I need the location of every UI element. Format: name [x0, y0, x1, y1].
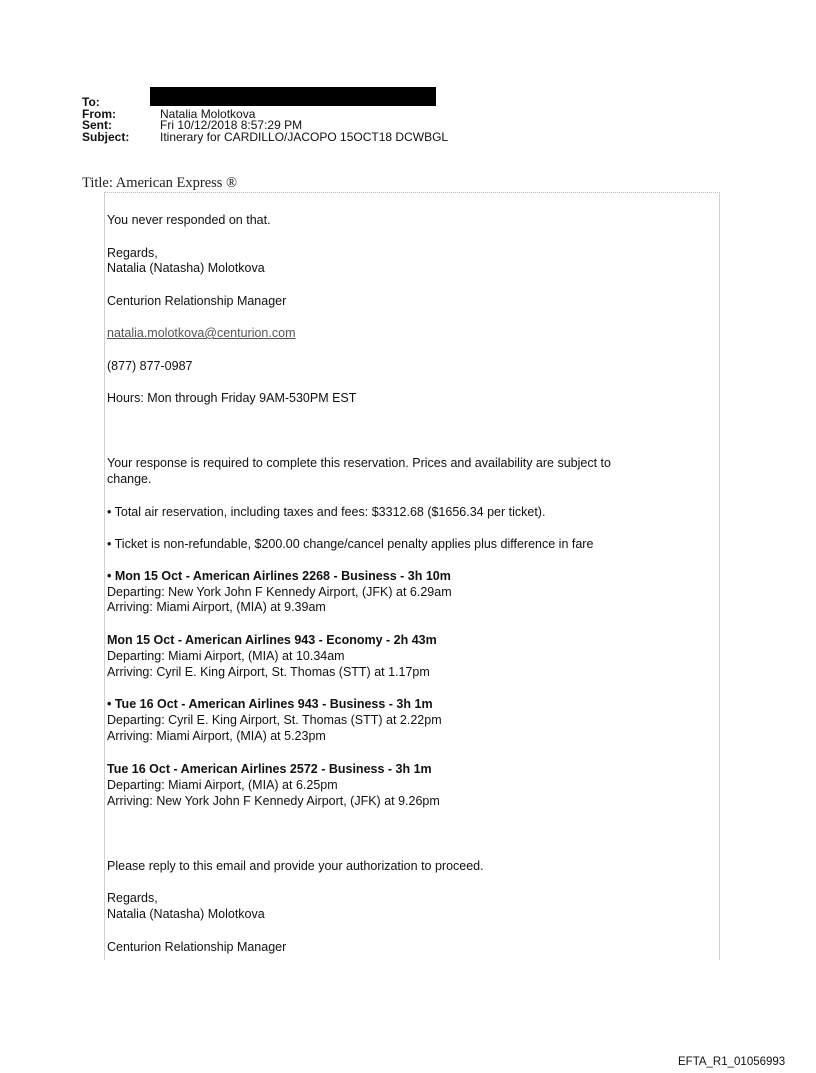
phone-number: (877) 877-0987 — [107, 359, 193, 373]
bullet-ticket-terms: • Ticket is non-refundable, $200.00 change/cancel penalty applies plus difference in fare — [107, 537, 594, 551]
flight-2-arriving: Arriving: Cyril E. King Airport, St. Thomas (STT) at 1.17pm — [107, 665, 430, 679]
flight-3-title: • Tue 16 Oct - American Airlines 943 - Business - 3h 1m — [107, 697, 433, 711]
body-line-never-responded: You never responded on that. — [107, 213, 271, 227]
response-required-line1: Your response is required to complete this reservation. Prices and availability are subject to — [107, 456, 611, 470]
page-title: Title: American Express ® — [82, 175, 238, 191]
reply-request: Please reply to this email and provide your authorization to proceed. — [107, 859, 484, 873]
flight-2-title: Mon 15 Oct - American Airlines 943 - Economy - 2h 43m — [107, 633, 437, 647]
sent-value: Fri 10/12/2018 8:57:29 PM — [160, 118, 303, 132]
office-hours: Hours: Mon through Friday 9AM-530PM EST — [107, 391, 357, 405]
flight-4-arriving: Arriving: New York John F Kennedy Airport, (JFK) at 9.26pm — [107, 794, 440, 808]
signature-role-2: Centurion Relationship Manager — [107, 940, 287, 954]
flight-1-departing: Departing: New York John F Kennedy Airport, (JFK) at 6.29am — [107, 585, 452, 599]
bullet-total-price: • Total air reservation, including taxes and fees: $3312.68 ($1656.34 per ticket). — [107, 505, 546, 519]
flight-3-arriving: Arriving: Miami Airport, (MIA) at 5.23pm — [107, 729, 326, 743]
subject-value: Itinerary for CARDILLO/JACOPO 15OCT18 DCWBGL — [160, 129, 449, 144]
response-required-line2: change. — [107, 472, 152, 486]
flight-1-title: • Mon 15 Oct - American Airlines 2268 - Business - 3h 10m — [107, 569, 451, 583]
subject-label: Subject: — [82, 129, 130, 144]
email-link[interactable]: natalia.molotkova@centurion.com — [107, 326, 296, 340]
redaction-bar — [150, 87, 436, 106]
flight-3-departing: Departing: Cyril E. King Airport, St. Thomas (STT) at 2.22pm — [107, 713, 442, 727]
sent-label: Sent: — [82, 118, 112, 132]
signature-name-1: Natalia (Natasha) Molotkova — [107, 261, 265, 275]
signature-name-2: Natalia (Natasha) Molotkova — [107, 907, 265, 921]
to-label: To: — [82, 95, 100, 109]
regards-2: Regards, — [107, 891, 158, 905]
signature-role-1: Centurion Relationship Manager — [107, 294, 287, 308]
flight-2-departing: Departing: Miami Airport, (MIA) at 10.34am — [107, 649, 345, 663]
flight-1-arriving: Arriving: Miami Airport, (MIA) at 9.39am — [107, 600, 326, 614]
flight-4-departing: Departing: Miami Airport, (MIA) at 6.25pm — [107, 778, 338, 792]
document-id-footer: EFTA_R1_01056993 — [678, 1056, 786, 1068]
regards-1: Regards, — [107, 246, 158, 260]
from-label: From: — [82, 106, 116, 121]
flight-4-title: Tue 16 Oct - American Airlines 2572 - Business - 3h 1m — [107, 762, 432, 776]
from-value: Natalia Molotkova — [160, 106, 256, 121]
subject-row — [82, 129, 449, 144]
